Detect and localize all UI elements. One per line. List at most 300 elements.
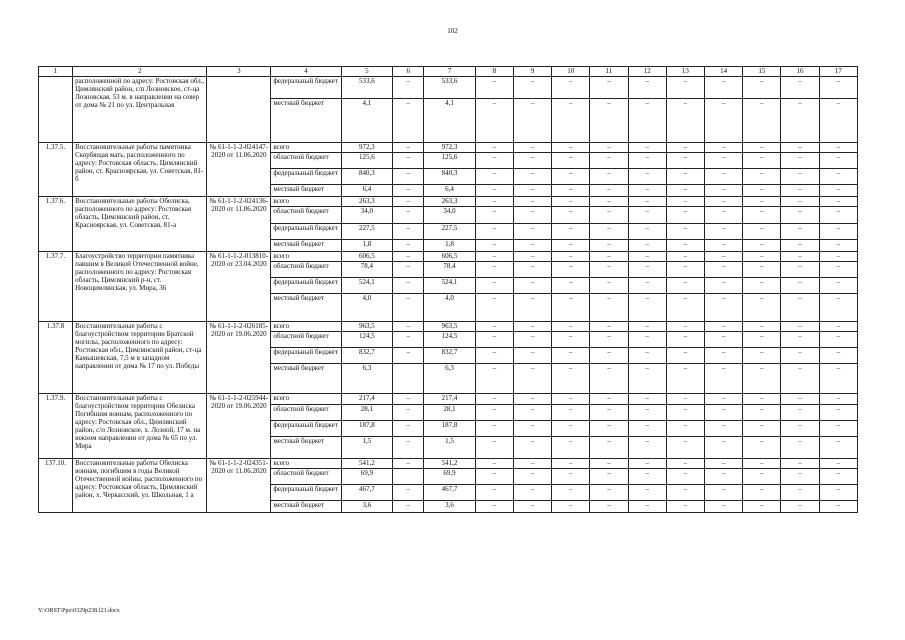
value-c5: 972,3 (341, 143, 393, 153)
value-c15: – (743, 169, 781, 185)
value-c16: – (781, 294, 819, 322)
funding-source: федеральный бюджет (271, 278, 341, 294)
value-c6: – (393, 197, 424, 207)
value-c10: – (552, 332, 590, 348)
value-c17: – (819, 364, 857, 394)
value-c6: – (393, 394, 424, 405)
value-c12: – (628, 99, 666, 143)
item-number: 1.37.9. (39, 394, 73, 459)
value-c10: – (552, 469, 590, 485)
value-c15: – (743, 262, 781, 278)
value-c9: – (514, 348, 552, 364)
value-c6: – (393, 348, 424, 364)
value-c9: – (514, 262, 552, 278)
value-c14: – (705, 348, 743, 364)
value-c11: – (590, 153, 628, 169)
value-c15: – (743, 99, 781, 143)
value-c15: – (743, 394, 781, 405)
value-c8: – (475, 143, 513, 153)
value-c7: 28,1 (424, 405, 476, 421)
value-c11: – (590, 197, 628, 207)
value-c17: – (819, 485, 857, 501)
value-c10: – (552, 348, 590, 364)
value-c8: – (475, 394, 513, 405)
value-c15: – (743, 278, 781, 294)
value-c14: – (705, 197, 743, 207)
value-c7: 1,5 (424, 437, 476, 459)
value-c8: – (475, 348, 513, 364)
value-c5: 840,3 (341, 169, 393, 185)
value-c9: – (514, 459, 552, 469)
value-c5: 124,5 (341, 332, 393, 348)
value-c14: – (705, 394, 743, 405)
table-row (39, 143, 858, 153)
value-c8: – (475, 262, 513, 278)
value-c13: – (666, 437, 704, 459)
table-row (39, 459, 858, 469)
value-c14: – (705, 364, 743, 394)
value-c6: – (393, 437, 424, 459)
table-row (39, 252, 858, 262)
column-header-10: 10 (552, 67, 590, 77)
value-c8: – (475, 224, 513, 240)
value-c9: – (514, 322, 552, 332)
value-c7: 4,1 (424, 99, 476, 143)
value-c6 (393, 364, 424, 394)
value-c11: – (590, 394, 628, 405)
funding-source: федеральный бюджет (271, 224, 341, 240)
value-c8: – (475, 185, 513, 197)
value-c11: – (590, 294, 628, 322)
value-c17: – (819, 197, 857, 207)
value-c10: – (552, 153, 590, 169)
value-c13: – (666, 278, 704, 294)
value-c13: – (666, 332, 704, 348)
value-c10: – (552, 278, 590, 294)
item-number: 137.10. (39, 459, 73, 513)
value-c9: – (514, 278, 552, 294)
value-c12: – (628, 262, 666, 278)
value-c9: – (514, 207, 552, 224)
value-c8: – (475, 169, 513, 185)
value-c17: – (819, 394, 857, 405)
value-c16: – (781, 421, 819, 437)
value-c6: – (393, 224, 424, 240)
value-c8: – (475, 77, 513, 99)
value-c13: – (666, 364, 704, 394)
value-c14: – (705, 278, 743, 294)
value-c6: – (393, 169, 424, 185)
value-c15: – (743, 332, 781, 348)
value-c12: – (628, 185, 666, 197)
value-c14: – (705, 224, 743, 240)
value-c17: – (819, 224, 857, 240)
column-header-12: 12 (628, 67, 666, 77)
value-c7: 34,0 (424, 207, 476, 224)
value-c7: 541,2 (424, 459, 476, 469)
value-c17: – (819, 77, 857, 99)
value-c5: 69,9 (341, 469, 393, 485)
value-c12: – (628, 143, 666, 153)
value-c8: – (475, 405, 513, 421)
value-c12: – (628, 405, 666, 421)
value-c6 (393, 469, 424, 485)
value-c5: 541,2 (341, 459, 393, 469)
value-c9: – (514, 240, 552, 252)
value-c9: – (514, 394, 552, 405)
value-c6: – (393, 405, 424, 421)
value-c15: – (743, 240, 781, 252)
funding-source: федеральный бюджет (271, 169, 341, 185)
funding-source: областной бюджет (271, 469, 341, 485)
value-c17: – (819, 421, 857, 437)
value-c10: – (552, 252, 590, 262)
value-c7: 533,6 (424, 77, 476, 99)
value-c9: – (514, 143, 552, 153)
value-c15: – (743, 364, 781, 394)
value-c9: – (514, 437, 552, 459)
value-c14: – (705, 332, 743, 348)
value-c9: – (514, 364, 552, 394)
value-c15: – (743, 143, 781, 153)
value-c11: – (590, 459, 628, 469)
value-c17: – (819, 143, 857, 153)
column-header-4: 4 (271, 67, 341, 77)
value-c14: – (705, 185, 743, 197)
column-header-15: 15 (743, 67, 781, 77)
value-c16: – (781, 469, 819, 485)
value-c14: – (705, 437, 743, 459)
value-c11: – (590, 405, 628, 421)
table-row (39, 322, 858, 332)
value-c15: – (743, 185, 781, 197)
value-c6: – (393, 153, 424, 169)
value-c10: – (552, 459, 590, 469)
value-c12: – (628, 77, 666, 99)
value-c6: – (393, 143, 424, 153)
value-c17: – (819, 207, 857, 224)
value-c13: – (666, 469, 704, 485)
value-c14: – (705, 405, 743, 421)
value-c14: – (705, 143, 743, 153)
value-c10: – (552, 77, 590, 99)
value-c14: – (705, 501, 743, 513)
value-c16: – (781, 459, 819, 469)
value-c6: – (393, 99, 424, 143)
footer-file-path: Y:\ORST\Ppo\0329p238.f21.docx (38, 608, 120, 614)
value-c8: – (475, 437, 513, 459)
value-c12: – (628, 224, 666, 240)
value-c16: – (781, 437, 819, 459)
value-c7: 227,5 (424, 224, 476, 240)
value-c11: – (590, 421, 628, 437)
value-c11: – (590, 224, 628, 240)
funding-source: областной бюджет (271, 207, 341, 224)
value-c15: – (743, 77, 781, 99)
value-c11: – (590, 207, 628, 224)
value-c17: – (819, 322, 857, 332)
budget-table (38, 66, 858, 513)
value-c8: – (475, 332, 513, 348)
value-c16: – (781, 394, 819, 405)
value-c17: – (819, 153, 857, 169)
value-c12: – (628, 322, 666, 332)
value-c14: – (705, 294, 743, 322)
column-header-1: 1 (39, 67, 73, 77)
value-c10: – (552, 262, 590, 278)
value-c15: – (743, 459, 781, 469)
value-c5: 524,1 (341, 278, 393, 294)
value-c14: – (705, 77, 743, 99)
value-c13: – (666, 169, 704, 185)
item-number: 1.37.5. (39, 143, 73, 197)
value-c11: – (590, 485, 628, 501)
value-c6: – (393, 262, 424, 278)
value-c14: – (705, 207, 743, 224)
funding-source: федеральный бюджет (271, 485, 341, 501)
page-number: 102 (447, 27, 458, 35)
column-header-6: 6 (393, 67, 424, 77)
funding-source: областной бюджет (271, 405, 341, 421)
value-c6: – (393, 459, 424, 469)
funding-source: федеральный бюджет (271, 77, 341, 99)
value-c8: – (475, 469, 513, 485)
value-c17: – (819, 437, 857, 459)
value-c13: – (666, 262, 704, 278)
value-c10: – (552, 437, 590, 459)
value-c16: – (781, 262, 819, 278)
value-c5: 1,8 (341, 240, 393, 252)
value-c15: – (743, 348, 781, 364)
value-c12: – (628, 294, 666, 322)
value-c14: – (705, 322, 743, 332)
value-c17: – (819, 278, 857, 294)
value-c16: – (781, 332, 819, 348)
value-c10: – (552, 143, 590, 153)
value-c10: – (552, 322, 590, 332)
funding-source: областной бюджет (271, 332, 341, 348)
value-c8: – (475, 294, 513, 322)
value-c7: 124,5 (424, 332, 476, 348)
value-c9: – (514, 294, 552, 322)
value-c5: 28,1 (341, 405, 393, 421)
value-c5: 533,6 (341, 77, 393, 99)
value-c14: – (705, 459, 743, 469)
value-c9: – (514, 77, 552, 99)
value-c13: – (666, 421, 704, 437)
value-c7: 78,4 (424, 262, 476, 278)
value-c16: – (781, 143, 819, 153)
value-c11: – (590, 185, 628, 197)
value-c10: – (552, 197, 590, 207)
value-c15: – (743, 153, 781, 169)
item-number: 1.37.6. (39, 197, 73, 252)
value-c8: – (475, 252, 513, 262)
item-number (39, 77, 73, 143)
value-c9: – (514, 99, 552, 143)
value-c12: – (628, 459, 666, 469)
value-c15: – (743, 322, 781, 332)
value-c11: – (590, 348, 628, 364)
value-c17: – (819, 99, 857, 143)
value-c7: 6,3 (424, 364, 476, 394)
column-header-13: 13 (666, 67, 704, 77)
column-header-9: 9 (514, 67, 552, 77)
item-document: № 61-1-1-2-026185-2020 от 19.06.2020 (207, 322, 271, 394)
item-name: расположенной по адресу: Ростовская обл., Цимлянский район, с/п Лозновское, ст-ца Лозновская, 53 м. в направлении на север от дома № 21 по ул. Центральная (73, 77, 207, 143)
funding-source: всего (271, 252, 341, 262)
value-c8: – (475, 153, 513, 169)
value-c9: – (514, 469, 552, 485)
value-c15: – (743, 224, 781, 240)
column-header-14: 14 (705, 67, 743, 77)
value-c8: – (475, 197, 513, 207)
value-c6: – (393, 421, 424, 437)
funding-source: областной бюджет (271, 153, 341, 169)
value-c14: – (705, 153, 743, 169)
value-c7: 524,1 (424, 278, 476, 294)
value-c15: – (743, 437, 781, 459)
value-c16: – (781, 252, 819, 262)
value-c15: – (743, 252, 781, 262)
value-c5: 187,8 (341, 421, 393, 437)
value-c16: – (781, 485, 819, 501)
value-c10: – (552, 421, 590, 437)
value-c13: – (666, 224, 704, 240)
value-c7: 187,8 (424, 421, 476, 437)
value-c12: – (628, 348, 666, 364)
value-c8: – (475, 240, 513, 252)
value-c7: 4,0 (424, 294, 476, 322)
funding-source: местный бюджет (271, 185, 341, 197)
value-c17: – (819, 405, 857, 421)
value-c15: – (743, 485, 781, 501)
value-c5: 227,5 (341, 224, 393, 240)
header-row (39, 67, 858, 77)
value-c17: – (819, 294, 857, 322)
value-c5: 6,3 (341, 364, 393, 394)
funding-source: всего (271, 459, 341, 469)
value-c11: – (590, 77, 628, 99)
funding-source: всего (271, 322, 341, 332)
value-c9: – (514, 405, 552, 421)
funding-source: всего (271, 394, 341, 405)
value-c9: – (514, 224, 552, 240)
table-body (39, 77, 858, 513)
value-c15: – (743, 501, 781, 513)
value-c11: – (590, 252, 628, 262)
value-c6: – (393, 77, 424, 99)
value-c10: – (552, 169, 590, 185)
item-document: № 61-1-1-2-024147-2020 от 11.06.2020 (207, 143, 271, 197)
value-c16: – (781, 348, 819, 364)
value-c9: – (514, 501, 552, 513)
value-c13: – (666, 252, 704, 262)
value-c14: – (705, 469, 743, 485)
value-c10: – (552, 224, 590, 240)
item-document: № 61-1-1-2-013810-2020 от 23.04.2020 (207, 252, 271, 322)
value-c13: – (666, 322, 704, 332)
value-c8: – (475, 421, 513, 437)
value-c16: – (781, 77, 819, 99)
value-c9: – (514, 421, 552, 437)
value-c7: 840,3 (424, 169, 476, 185)
value-c6: – (393, 322, 424, 332)
funding-source: местный бюджет (271, 364, 341, 394)
value-c7: 3,6 (424, 501, 476, 513)
value-c7: 963,5 (424, 322, 476, 332)
value-c7: 606,5 (424, 252, 476, 262)
value-c14: – (705, 99, 743, 143)
item-document: № 61-1-1-2-024136-2020 от 11.06.2020 (207, 197, 271, 252)
value-c7: 217,4 (424, 394, 476, 405)
value-c10: – (552, 207, 590, 224)
item-name: Восстановительные работы Обелиска воинам, погибшим в годы Великой Отечественной войны, расположенного по адресу: Ростовская область, Цимлянский район, х. Черкасский, ул. Школьная, 1 а (73, 459, 207, 513)
value-c12: – (628, 469, 666, 485)
funding-source: всего (271, 197, 341, 207)
value-c13: – (666, 294, 704, 322)
value-c16: – (781, 224, 819, 240)
value-c8: – (475, 207, 513, 224)
item-name: Восстановительные работы Обелиска, расположенного по адресу: Ростовская область, Цимлянский район, ст. Красноярская, ул. Советская, 81-а (73, 197, 207, 252)
value-c8: – (475, 278, 513, 294)
column-header-11: 11 (590, 67, 628, 77)
value-c17: – (819, 348, 857, 364)
value-c15: – (743, 197, 781, 207)
value-c11: – (590, 240, 628, 252)
value-c9: – (514, 485, 552, 501)
value-c12: – (628, 252, 666, 262)
value-c16: – (781, 322, 819, 332)
value-c16: – (781, 169, 819, 185)
funding-source: местный бюджет (271, 501, 341, 513)
value-c16: – (781, 197, 819, 207)
value-c11: – (590, 332, 628, 348)
value-c8: – (475, 485, 513, 501)
value-c12: – (628, 437, 666, 459)
value-c13: – (666, 240, 704, 252)
value-c7: 972,3 (424, 143, 476, 153)
value-c10: – (552, 240, 590, 252)
value-c12: – (628, 169, 666, 185)
value-c9: – (514, 185, 552, 197)
value-c5: 263,3 (341, 197, 393, 207)
value-c8: – (475, 501, 513, 513)
funding-source: местный бюджет (271, 294, 341, 322)
value-c6: – (393, 332, 424, 348)
value-c6: – (393, 501, 424, 513)
value-c10: – (552, 99, 590, 143)
value-c17: – (819, 332, 857, 348)
value-c5: 78,4 (341, 262, 393, 278)
value-c7: 1,8 (424, 240, 476, 252)
value-c8: – (475, 459, 513, 469)
value-c5: 34,0 (341, 207, 393, 224)
value-c5: 4,0 (341, 294, 393, 322)
item-document: № 61-1-1-2-025944-2020 от 19.06.2020 (207, 394, 271, 459)
value-c16: – (781, 405, 819, 421)
value-c7: 69,9 (424, 469, 476, 485)
value-c17: – (819, 469, 857, 485)
value-c11: – (590, 501, 628, 513)
value-c15: – (743, 294, 781, 322)
value-c13: – (666, 143, 704, 153)
value-c10: – (552, 501, 590, 513)
value-c13: – (666, 153, 704, 169)
value-c15: – (743, 207, 781, 224)
value-c10: – (552, 185, 590, 197)
value-c9: – (514, 332, 552, 348)
